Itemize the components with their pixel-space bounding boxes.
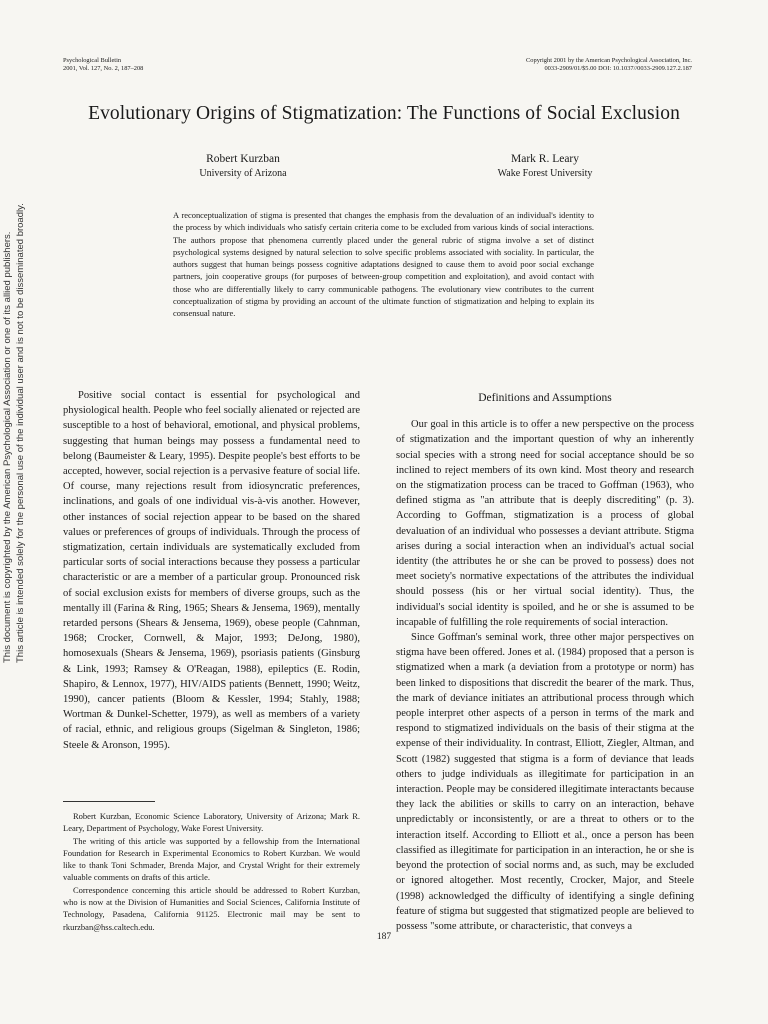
author-affiliation: University of Arizona — [199, 167, 287, 179]
author-block-kurzban — [143, 153, 343, 180]
abstract: A reconceptualization of stigma is presented that changes the emphasis from the devaluation of an individual's identity to the process by which individuals who satisfy certain criteria come to be excluded from various kinds of social interactions. The authors propose that phenomena currently placed under the general rubric of stigma involve a set of distinct psychological systems designed by natural selection to solve specific problems associated with sociality. In particular, the authors suggest that human beings possess cognitive adaptations designed to cause them to avoid poor social exchange partners, join cooperative groups (for purposes of between-group competition and exploitation), and avoid contact with those who are differentially likely to carry communicable pathogens. The evolutionary view contributes to the current conceptualization of stigma by providing an account of the ultimate function of stigmatization and helping to explain its consensual nature. — [173, 210, 594, 319]
copyright-info — [526, 57, 692, 73]
body-paragraph: Positive social contact is essential for psychological and physiological health. People who feel socially alienated or rejected are susceptible to a host of behavioral, emotional, and physical problems, suggesting that human beings may possess a fundamental need to belong (Baumeister & Leary, 1995). Despite people's best efforts to be accepted, however, social rejection is a pervasive feature of social life. Of course, many rejections result from idiosyncratic preferences, inclinations, and goals of one individual vis-à-vis another. However, other instances of social rejection appear to be based on the shared values or preferences of groups of individuals. Through the process of stigmatization, certain individuals are systematically excluded from particular sorts of social interactions because they possess a particular characteristic or are a member of a particular group. Pronounced risk of social exclusion exists for members of diverse groups, such as the mentally ill (Farina & Ring, 1965; Shears & Jensema, 1969), mentally retarded persons (Shears & Jensema, 1969), obese people (Cahnman, 1968; Crocker, Cornwell, & Major, 1993; DeJong, 1980), homosexuals (Shears & Jensema, 1969), psoriasis patients (Ginsburg & Link, 1993; Ramsey & O'Reagan, 1988), epileptics (E. Rodin, Shapiro, & Lennox, 1977), HIV/AIDS patients (Bennett, 1990; Weitz, 1990), cancer patients (Bloom & Kessler, 1994; Stahly, 1988; Wortman & Dunkel-Schetter, 1979), as well as members of a variety of racial, ethnic, and religious groups (Sigelman & Singleton, 1986; Steele & Aronson, 1995). — [63, 390, 360, 751]
journal-name: Psychological Bulletin — [63, 57, 122, 64]
left-column — [63, 388, 360, 753]
journal-info — [63, 57, 143, 73]
body-paragraph: Our goal in this article is to offer a new perspective on the process of stigmatization and the important question of why an inherently social species with a strong need for social acceptance should be so inclined to reject members of its own kind. Most theory and research on the stigmatization process can be traced to Goffman (1963), who defined stigma as "an attribute that is deeply discrediting" (p. 3). According to Goffman, stigmatization is a process of global devaluation of an individual who possesses a deviant attribute. Stigma arises during a social interaction when an individual's actual social identity (the attributes he or she can be proved to possess) does not meet society's normative expectations of the attributes the individual should possess (his or her virtual social identity). Thus, the individual's social identity is spoiled, and he or she is assumed to be incapable of fulfilling the role requirements of social interaction. — [396, 419, 694, 628]
issn-doi-line: 0033-2909/01/$5.00 DOI: 10.1037//0033-2909.127.2.187 — [544, 65, 692, 72]
side-notice-line-2: This article is intended solely for the personal use of the individual user and is not to be disseminated broadly. — [14, 203, 26, 663]
footnote-acknowledgments: The writing of this article was supported by a fellowship from the International Foundation for Research in Experimental Economics to Robert Kurzban. We would like to thank Toni Schmader, Brenda Major, and Crystal Wright for their extremely valuable comments on drafts of this article. — [63, 835, 360, 883]
section-heading: Definitions and Assumptions — [478, 392, 612, 404]
side-notice-line-1: This document is copyrighted by the American Psychological Association or one of its allied publishers. — [2, 231, 13, 663]
page-number: 187 — [376, 932, 392, 942]
journal-volume: 2001, Vol. 127, No. 2, 187–208 — [63, 65, 144, 72]
right-column — [396, 391, 694, 934]
footnote-rule — [63, 801, 155, 802]
author-affiliation: Wake Forest University — [497, 167, 593, 179]
body-paragraph: Since Goffman's seminal work, three other major perspectives on stigma have been offered. Jones et al. (1984) proposed that a person is stigmatized when a mark (a deviation from a prototype or norm) has been linked to dispositions that discredit the bearer of the mark. Thus, the mark of deviance initiates an attributional process through which people interpret other aspects of a person in terms of the mark and respond to stigmatized individuals on the basis of their stigma at the expense of their individuality. In contrast, Elliott, Ziegler, Altman, and Scott (1982) suggested that stigma is a form of deviance that leads others to judge individuals as illegitimate for participation in an interaction. People may be considered illegitimate interactants because they lack the abilities or skills to carry on an interaction, behave unpredictably or inconsistently, or are a threat to others or to the interaction itself. According to Elliott et al., once a person has been classified as illegitimate for participation in an interaction, he or she is beyond the protection of social norms and, as such, may be excluded or ignored altogether. Most recently, Crocker, Major, and Steele (1998) acknowledged the difficulty of identifying a single defining feature of stigma but suggested that stigmatized people are believed to possess "some attribute, or characteristic, that conveys a — [396, 632, 694, 932]
copyright-line: Copyright 2001 by the American Psychological Association, Inc. — [526, 57, 692, 64]
author-name: Robert Kurzban — [206, 153, 280, 165]
author-block-leary — [445, 153, 645, 180]
copyright-side-notice — [2, 0, 27, 663]
author-name: Mark R. Leary — [510, 153, 580, 165]
article-title: Evolutionary Origins of Stigmatization: The Functions of Social Exclusion — [88, 103, 680, 124]
footnote-correspondence: Correspondence concerning this article should be addressed to Robert Kurzban, who is now at the Division of Humanities and Social Sciences, California Institute of Technology, Pasadena, California 91125. Electronic mail may be sent to rkurzban@hss.caltech.edu. — [63, 884, 360, 932]
footnote-affiliations: Robert Kurzban, Economic Science Laboratory, University of Arizona; Mark R. Leary, Department of Psychology, Wake Forest University. — [63, 811, 360, 834]
footnotes — [63, 810, 360, 933]
